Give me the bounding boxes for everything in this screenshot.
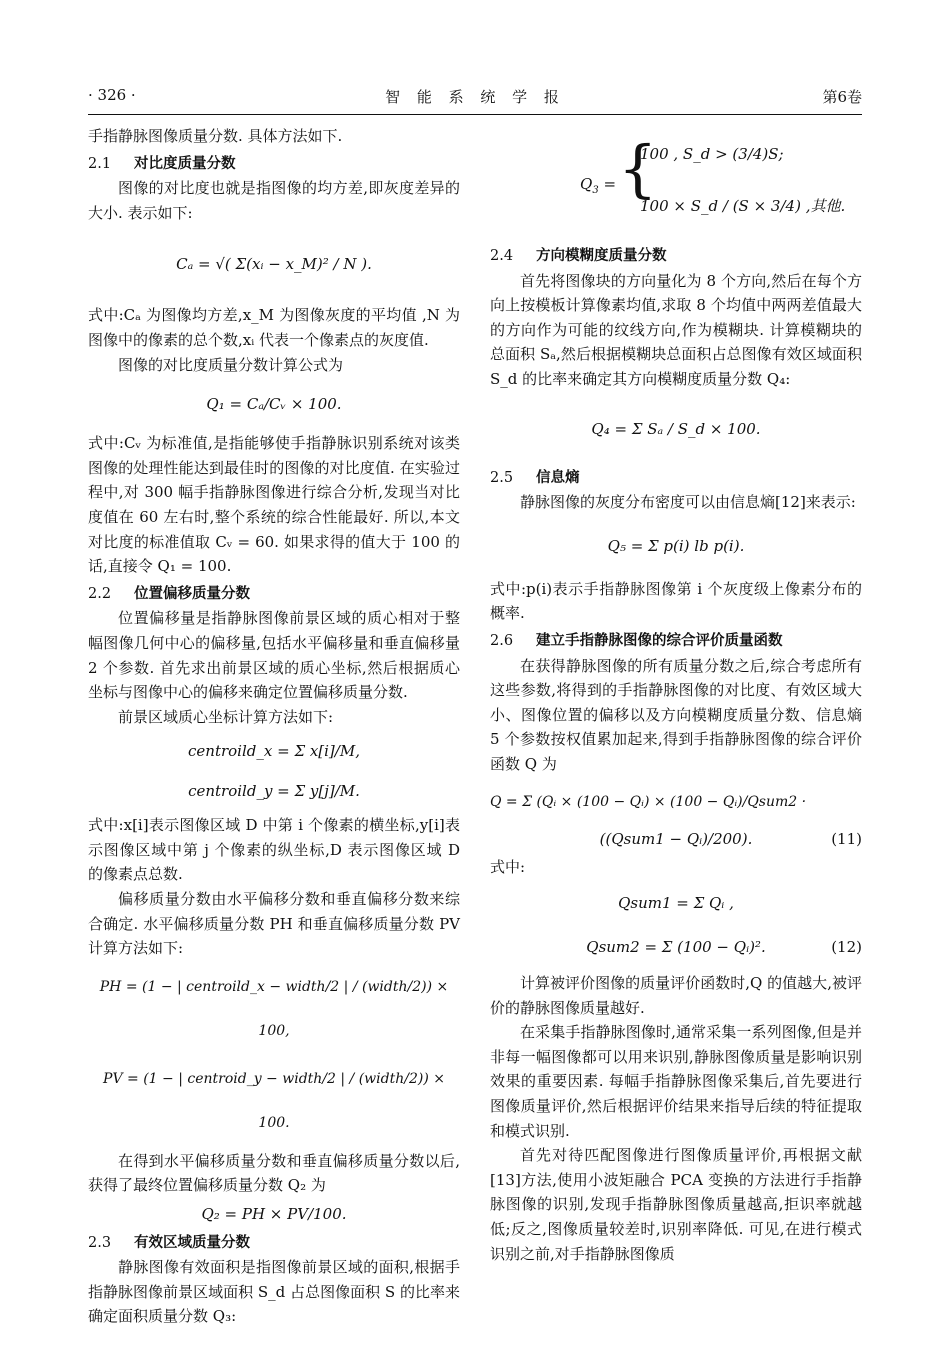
paragraph: 在得到水平偏移质量分数和垂直偏移质量分数以后,获得了最终位置偏移质量分数 Q₂ 为: [88, 1151, 460, 1195]
paragraph: 位置偏移量是指静脉图像前景区域的质心相对于整幅图像几何中心的偏移量,包括水平偏移量和垂直偏移量 2 个参数. 首先求出前景区域的质心坐标,然后根据质心坐标与图像中心的偏移来确定位置偏移质量分数.: [88, 609, 460, 702]
equation-q3-case1: 100 , S_d > (3/4)S;: [640, 145, 784, 163]
equation-centroid-y: centroild_y = Σ y[j]/M.: [188, 782, 360, 801]
paragraph: 式中:p(i)表示手指静脉图像第 i 个灰度级上像素分布的概率.: [490, 579, 862, 623]
paragraph: 式中:: [490, 857, 526, 876]
equation-q5: Q₅ = Σ p(i) lb p(i).: [607, 536, 745, 555]
equation-q-line1: Q = Σ (Qᵢ × (100 − Qᵢ) × (100 − Qᵢ)/Qsum2 ·: [490, 793, 807, 810]
equation-qsum2: Qsum2 = Σ (100 − Qᵢ)². (12): [490, 927, 862, 967]
equation-q2: Q₂ = PH × PV/100.: [201, 1205, 347, 1224]
equation-q3-case2: 100 × S_d / (S × 3/4) ,其他.: [640, 197, 846, 215]
paragraph: 首先将图像块的方向量化为 8 个方向,然后在每个方向上按模板计算像素均值,求取 8 个均值中两两差值最大的方向作为可能的纹线方向,作为模糊块. 计算模糊块的总面积 Sₐ,然后根据模糊块总面积占总图像有效区域面积 S_d 的比率来确定其方向模糊度质量分数 Q₄:: [490, 271, 862, 388]
equation-number: (12): [831, 938, 862, 957]
right-column: [490, 124, 862, 1266]
equation-number: (11): [831, 829, 862, 848]
paragraph: 前景区域质心坐标计算方法如下:: [118, 707, 334, 726]
paragraph: 静脉图像的灰度分布密度可以由信息熵[12]来表示:: [520, 493, 856, 512]
equation-pv: PV = (1 − | centroid_y − width/2 | / (width/2)) × 100.: [103, 1070, 445, 1131]
paragraph: 式中:x[i]表示图像区域 D 中第 i 个像素的横坐标,y[i]表示图像区域中第 j 个像素的纵坐标,D 表示图像区域 D 的像素点总数.: [88, 816, 460, 884]
section-heading: 2.4 方向模糊度质量分数: [490, 248, 667, 264]
journal-name: 智 能 系 统 学 报: [385, 88, 565, 106]
paragraph: 在采集手指静脉图像时,通常采集一系列图像,但是并非每一幅图像都可以用来识别,静脉图像质量是影响识别效果的重要因素. 每幅手指静脉图像采集后,首先要进行图像质量评价,然后根据评价结果来指导后续的特征提取和模式识别.: [490, 1023, 862, 1140]
equation-qsum1: Qsum1 = Σ Qᵢ ,: [618, 894, 734, 913]
left-column: [88, 124, 460, 1329]
paragraph: 式中:Cᵥ 为标准值,是指能够使手指静脉识别系统对该类图像的处理性能达到最佳时的图像的对比度值. 在实验过程中,对 300 幅手指静脉图像进行综合分析,发现当对比度值在 60 左右时,整个系统的综合性能最好. 所以,本文对比度的标准值取 Cᵥ = 60. 如果求得的值大于 100 的话,直接令 Q₁ = 100.: [88, 434, 460, 576]
paragraph: 计算被评价图像的质量评价函数时,Q 的值越大,被评价的静脉图像质量越好.: [490, 974, 862, 1017]
running-header: [88, 86, 862, 112]
header-rule: [88, 114, 862, 115]
equation-centroid-x: centroild_x = Σ x[i]/M,: [188, 742, 360, 761]
section-heading: 2.2 位置偏移质量分数: [88, 585, 250, 602]
section-heading: 2.1 对比度质量分数: [88, 155, 236, 172]
paragraph: 首先对待匹配图像进行图像质量评价,再根据文献[13]方法,使用小波矩融合 PCA 变换的方法进行手指静脉图像的识别,发现手指静脉图像质量越高,拒识率就越低;反之,图像质量较差时,识别率降低. 可见,在进行模式识别之前,对手指静脉图像质: [490, 1146, 862, 1263]
equation-ph: PH = (1 − | centroild_x − width/2 | / (width/2)) × 100,: [99, 978, 449, 1039]
section-heading: 2.6 建立手指静脉图像的综合评价质量函数: [490, 632, 783, 649]
paragraph: 手指静脉图像质量分数. 具体方法如下.: [88, 127, 343, 145]
equation-q3: $Q_3$ = { 100 , S_d > (3/4)S; 100 × S_d / (S × 3/4) ,其他.: [490, 128, 862, 240]
section-heading: 2.3 有效区域质量分数: [88, 1234, 250, 1251]
equation-q4: Q₄ = Σ Sₐ / S_d × 100.: [591, 419, 761, 438]
equation-q1: Q₁ = Cₐ/Cᵥ × 100.: [206, 395, 342, 414]
paragraph: 在获得静脉图像的所有质量分数之后,综合考虑所有这些参数,将得到的手指静脉图像的对比度、有效区域大小、图像位置的偏移以及方向模糊度质量分数、信息熵 5 个参数按权值累加起来,得到手指静脉图像的综合评价函数 Q 为: [490, 656, 862, 773]
paragraph: 图像的对比度质量分数计算公式为: [118, 355, 344, 374]
paragraph: 式中:Cₐ 为图像均方差,x_M 为图像灰度的平均值 ,N 为图像中的像素的总个数,xᵢ 代表一个像素点的灰度值.: [88, 306, 460, 349]
paragraph: 偏移质量分数由水平偏移分数和垂直偏移分数来综合确定. 水平偏移质量分数 PH 和垂直偏移质量分数 PV 计算方法如下:: [88, 890, 460, 958]
page-number: · 326 ·: [88, 86, 136, 104]
section-heading: 2.5 信息熵: [490, 469, 580, 486]
equation-q-line2: ((Qsum1 − Qᵢ)/200). (11): [490, 827, 862, 851]
paragraph: 图像的对比度也就是指图像的均方差,即灰度差异的大小. 表示如下:: [88, 179, 460, 222]
paragraph: 静脉图像有效面积是指图像前景区域的面积,根据手指静脉图像前景区域面积 S_d 占总图像面积 S 的比率来确定面积质量分数 Q₃:: [88, 1258, 460, 1326]
equation-ca: Cₐ = √( Σ(xᵢ − x_M)² / N ).: [176, 255, 372, 274]
volume-label: 第6卷: [822, 88, 862, 106]
